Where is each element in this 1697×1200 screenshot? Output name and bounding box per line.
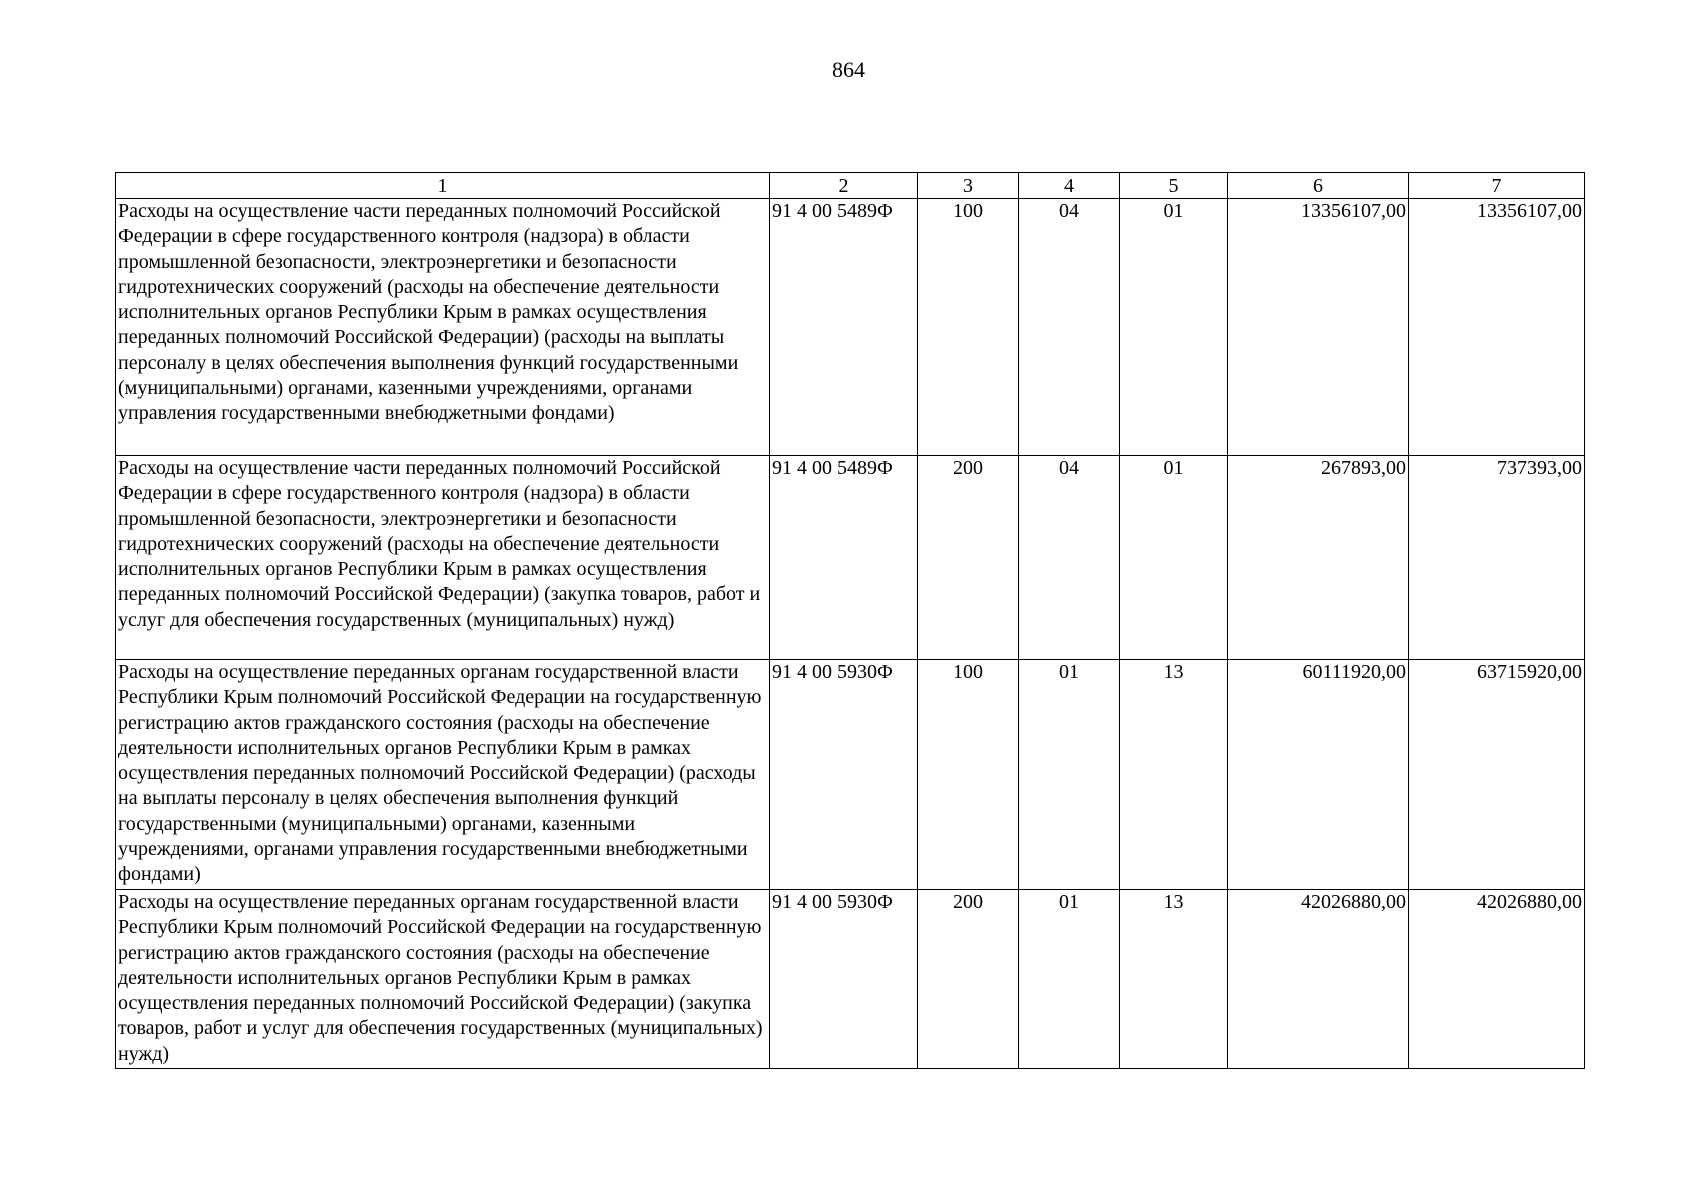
row-expense-type-code: 200 [918, 890, 1019, 1069]
row-target-article-code: 91 4 00 5930Ф [770, 660, 918, 890]
row-expense-type-code: 200 [918, 456, 1019, 660]
table-row [116, 890, 1585, 1069]
row-subsection-code: 01 [1120, 199, 1228, 456]
row-target-article-code: 91 4 00 5489Ф [770, 456, 918, 660]
header-col-5: 5 [1120, 173, 1228, 199]
table-row [116, 199, 1585, 456]
row-amount-col-7: 63715920,00 [1409, 660, 1585, 890]
header-col-6: 6 [1228, 173, 1409, 199]
budget-table [115, 172, 1585, 1069]
header-row [116, 173, 1585, 199]
row-section-code: 04 [1019, 199, 1120, 456]
page-number: 864 [832, 57, 865, 82]
row-section-code: 01 [1019, 660, 1120, 890]
header-col-1: 1 [116, 173, 770, 199]
header-col-7: 7 [1409, 173, 1585, 199]
row-amount-col-6: 42026880,00 [1228, 890, 1409, 1069]
header-col-2: 2 [770, 173, 918, 199]
row-expense-type-code: 100 [918, 199, 1019, 456]
row-amount-col-7: 13356107,00 [1409, 199, 1585, 456]
row-subsection-code: 13 [1120, 890, 1228, 1069]
row-expense-type-code: 100 [918, 660, 1019, 890]
table-row [116, 660, 1585, 890]
row-amount-col-6: 13356107,00 [1228, 199, 1409, 456]
row-amount-col-6: 267893,00 [1228, 456, 1409, 660]
header-col-4: 4 [1019, 173, 1120, 199]
row-target-article-code: 91 4 00 5489Ф [770, 199, 918, 456]
row-amount-col-6: 60111920,00 [1228, 660, 1409, 890]
row-section-code: 01 [1019, 890, 1120, 1069]
row-subsection-code: 13 [1120, 660, 1228, 890]
row-description: Расходы на осуществление переданных органам государственной власти Республики Крым полномочий Российской Федерации на государственную регистрацию актов гражданского состояния (расходы на обеспечение деятельности исполнительных органов Республики Крым в рамках осуществления переданных полномочий Российской Федерации) (расходы на выплаты персоналу в целях обеспечения выполнения функций государственными (муниципальными) органами, казенными учреждениями, органами управления государственными внебюджетными фондами) [116, 660, 770, 890]
header-col-3: 3 [918, 173, 1019, 199]
row-amount-col-7: 737393,00 [1409, 456, 1585, 660]
table-row [116, 456, 1585, 660]
row-amount-col-7: 42026880,00 [1409, 890, 1585, 1069]
row-description: Расходы на осуществление части переданных полномочий Российской Федерации в сфере государственного контроля (надзора) в области промышленной безопасности, электроэнергетики и безопасности гидротехнических сооружений (расходы на обеспечение деятельности исполнительных органов Республики Крым в рамках осуществления переданных полномочий Российской Федерации) (расходы на выплаты персоналу в целях обеспечения выполнения функций государственными (муниципальными) органами, казенными учреждениями, органами управления государственными внебюджетными фондами) [116, 199, 770, 456]
row-section-code: 04 [1019, 456, 1120, 660]
row-subsection-code: 01 [1120, 456, 1228, 660]
row-description: Расходы на осуществление части переданных полномочий Российской Федерации в сфере государственного контроля (надзора) в области промышленной безопасности, электроэнергетики и безопасности гидротехнических сооружений (расходы на обеспечение деятельности исполнительных органов Республики Крым в рамках осуществления переданных полномочий Российской Федерации) (закупка товаров, работ и услуг для обеспечения государственных (муниципальных) нужд) [116, 456, 770, 660]
row-description: Расходы на осуществление переданных органам государственной власти Республики Крым полномочий Российской Федерации на государственную регистрацию актов гражданского состояния (расходы на обеспечение деятельности исполнительных органов Республики Крым в рамках осуществления переданных полномочий Российской Федерации) (закупка товаров, работ и услуг для обеспечения государственных (муниципальных) нужд) [116, 890, 770, 1069]
row-target-article-code: 91 4 00 5930Ф [770, 890, 918, 1069]
